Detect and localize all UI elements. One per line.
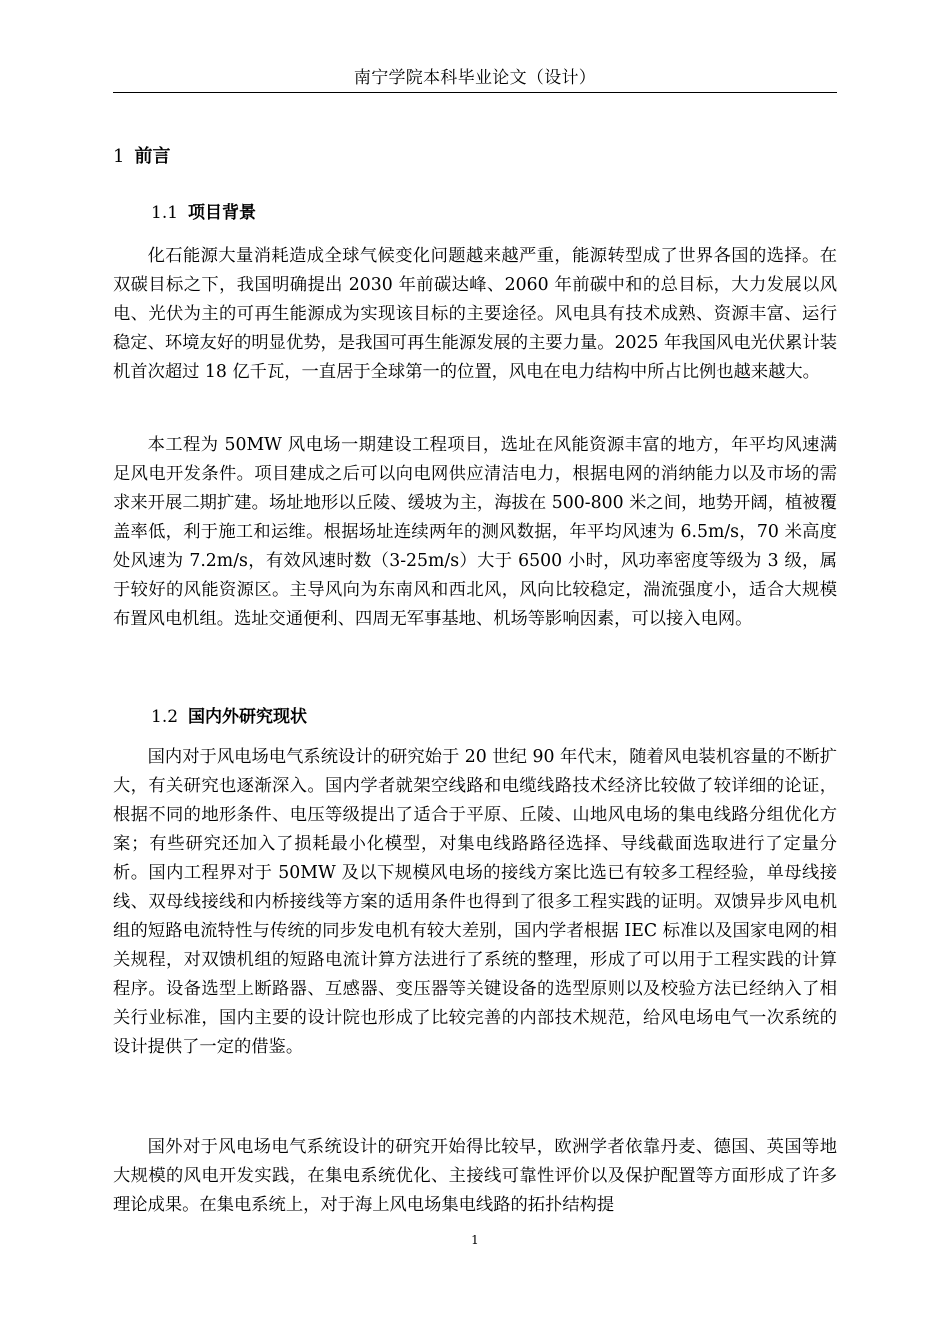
section-number: 1 <box>113 146 125 167</box>
section-title: 国内外研究现状 <box>188 707 308 727</box>
section-title: 项目背景 <box>188 203 257 223</box>
body-paragraph: 化石能源大量消耗造成全球气候变化问题越来越严重，能源转型成了世界各国的选择。在双碳目标之下，我国明确提出 2030 年前碳达峰、2060 年前碳中和的总目标，大力发展以风电、光伏为主的可再生能源成为实现该目标的主要途径。风电具有技术成熟、资源丰富、运行稳定、环境友好的明显优势，是我国可再生能源发展的主要力量。2025 年我国风电光伏累计装机首次超过 18 亿千瓦，一直居于全球第一的位置，风电在电力结构中所占比例也越来越大。 <box>113 246 837 382</box>
header-divider <box>113 92 837 93</box>
section-number: 1.1 <box>151 203 179 223</box>
section-heading-1 <box>113 145 170 169</box>
section-title: 前言 <box>134 146 171 167</box>
page-number: 1 <box>471 1233 479 1247</box>
section-heading-1-1 <box>151 201 256 225</box>
running-header-title: 南宁学院本科毕业论文（设计） <box>353 68 597 88</box>
body-paragraph: 本工程为 50MW 风电场一期建设工程项目，选址在风能资源丰富的地方，年平均风速满足风电开发条件。项目建成之后可以向电网供应清洁电力，根据电网的消纳能力以及市场的需求来开展二期扩建。场址地形以丘陵、缓坡为主，海拔在 500-800 米之间，地势开阔，植被覆盖率低，利于施工和运维。根据场址连续两年的测风数据，年平均风速为 6.5m/s，70 米高度处风速为 7.2m/s，有效风速时数（3-25m/s）大于 6500 小时，风功率密度等级为 3 级，属于较好的风能资源区。主导风向为东南风和西北风，风向比较稳定，湍流强度小，适合大规模布置风电机组。选址交通便利、四周无军事基地、机场等影响因素，可以接入电网。 <box>113 435 837 629</box>
section-heading-1-2 <box>151 705 307 729</box>
section-number: 1.2 <box>151 707 179 727</box>
body-paragraph: 国内对于风电场电气系统设计的研究始于 20 世纪 90 年代末，随着风电装机容量的不断扩大，有关研究也逐渐深入。国内学者就架空线路和电缆线路技术经济比较做了较详细的论证，根据不同的地形条件、电压等级提出了适合于平原、丘陵、山地风电场的集电线路分组优化方案；有些研究还加入了损耗最小化模型，对集电线路路径选择、导线截面选取进行了定量分析。国内工程界对于 50MW 及以下规模风电场的接线方案比选已有较多工程经验，单母线接线、双母线接线和内桥接线等方案的适用条件也得到了很多工程实践的证明。双馈异步风电机组的短路电流特性与传统的同步发电机有较大差别，国内学者根据 IEC 标准以及国家电网的相关规程，对双馈机组的短路电流计算方法进行了系统的整理，形成了可以用于工程实践的计算程序。设备选型上断路器、互感器、变压器等关键设备的选型原则以及校验方法已经纳入了相关行业标准，国内主要的设计院也形成了比较完善的内部技术规范，给风电场电气一次系统的设计提供了一定的借鉴。 <box>113 747 837 1057</box>
body-paragraph: 国外对于风电场电气系统设计的研究开始得比较早，欧洲学者依靠丹麦、德国、英国等地大规模的风电开发实践，在集电系统优化、主接线可靠性评价以及保护配置等方面形成了许多理论成果。在集电系统上，对于海上风电场集电线路的拓扑结构提 <box>113 1137 837 1215</box>
